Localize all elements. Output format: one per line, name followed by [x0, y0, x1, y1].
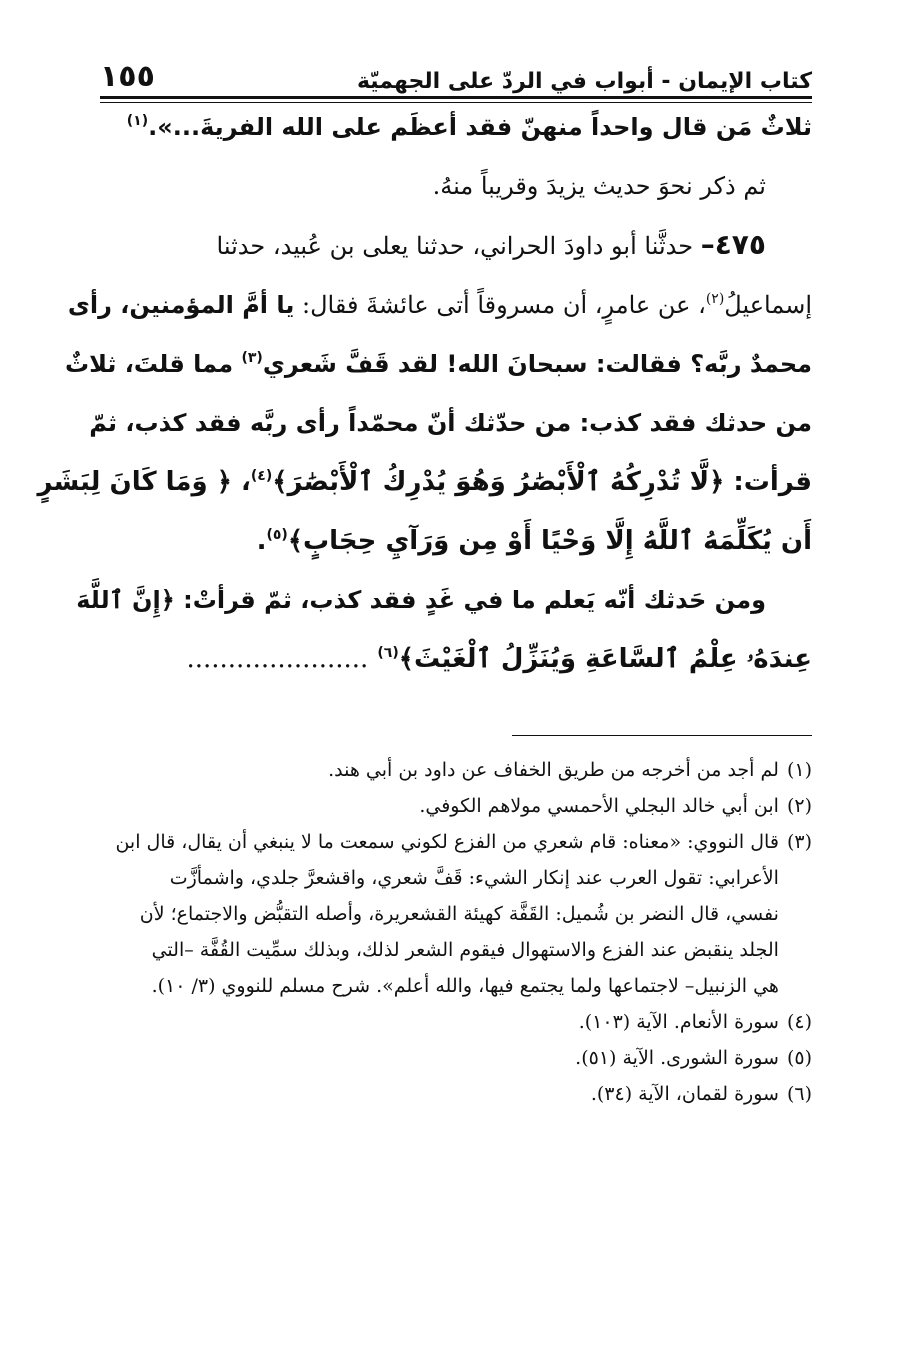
- header-rule: [100, 96, 812, 99]
- footnote-ref: (٤): [250, 468, 273, 484]
- footnote-ref: (٣): [241, 350, 263, 366]
- footnote-separator: [512, 735, 812, 736]
- text-line: [65, 349, 812, 379]
- line-text: مما قلتَ، ثلاثٌ: [65, 350, 242, 378]
- line-text: إسماعيلُ: [724, 291, 812, 319]
- footnote-ref: (١): [126, 113, 149, 129]
- line-text: .: [256, 526, 267, 556]
- running-title: كتاب الإيمان - أبواب في الردّ على الجهميّة: [356, 69, 812, 94]
- line-text: ثلاثٌ مَن قال واحداً منهنّ فقد أعظَم على الله الفريةَ...».: [148, 113, 812, 141]
- footnote-number: (١): [786, 759, 812, 781]
- line-text: قرأت: ﴿لَّا تُدْرِكُهُ ٱلْأَبْصَٰرُ وَهُوَ يُدْرِكُ ٱلْأَبْصَٰرَ﴾: [272, 467, 812, 497]
- footnote-line: لم أجد من أخرجه من طريق الخفاف عن داود بن أبي هند.: [328, 759, 779, 781]
- footnote-5: [100, 1046, 812, 1070]
- hadith-number: ٤٧٥–: [700, 228, 766, 261]
- line-text: ، ﴿ وَمَا كَانَ لِبَشَرٍ: [37, 467, 251, 497]
- ellipsis-dots: ......................: [186, 644, 369, 674]
- footnote-body: [100, 758, 779, 782]
- main-text: [37, 112, 812, 703]
- line-text: عِندَهُۥ عِلْمُ ٱلسَّاعَةِ وَيُنَزِّلُ ٱلْغَيْثَ﴾: [398, 644, 812, 674]
- quran-line: [100, 526, 812, 556]
- footnote-line: سورة الشورى. الآية (٥١).: [575, 1047, 779, 1069]
- line-text: ، عن عامرٍ، أن مسروقاً أتى عائشةَ فقال:: [294, 291, 706, 319]
- hadith-475-start: [100, 230, 812, 261]
- text-line: ومن حَدثك أنّه يَعلم ما في غَدٍ فقد كذب، ثمّ قرأتْ: ﴿إِنَّ ٱللَّهَ: [76, 586, 766, 614]
- footnote-number: (٢): [786, 795, 812, 817]
- text-line: من حدثك فقد كذب: من حدّثك أنّ محمّداً رأى ربَّه فقد كذب، ثمّ: [89, 409, 812, 437]
- footnote-3: [100, 830, 812, 998]
- quran-line: [100, 644, 812, 674]
- footnote-body: [100, 830, 779, 998]
- line-text: محمدٌ ربَّه؟ فقالت: سبحانَ الله! لقد قَفَّ شَعري: [262, 350, 812, 378]
- quran-line: [37, 467, 812, 497]
- footnote-body: [100, 1046, 779, 1070]
- footnote-line: سورة الأنعام. الآية (١٠٣).: [578, 1011, 779, 1033]
- footnote-4: [100, 1010, 812, 1034]
- footnote-body: [100, 1010, 779, 1034]
- footnote-ref: (٦): [377, 645, 399, 661]
- text-line: ثم ذكر نحوَ حديث يزيدَ وقريباً منهُ.: [432, 172, 766, 200]
- footnote-number: (٦): [786, 1083, 812, 1105]
- footnote-line: قال النووي: «معناه: قام شعري من الفزع لكوني سمعت ما لا ينبغي أن يقال، قال ابن: [115, 831, 779, 853]
- page-header: [100, 52, 812, 94]
- footnote-ref: (٢): [705, 291, 725, 307]
- footnote-body: [100, 794, 779, 818]
- page-number: ١٥٥: [100, 59, 155, 94]
- header-rule-thin: [100, 102, 812, 103]
- text-line: [67, 290, 812, 320]
- footnotes: [100, 758, 812, 1118]
- footnote-body: [100, 1082, 779, 1106]
- footnote-number: (٣): [786, 831, 812, 853]
- line-text-bold: يا أمَّ المؤمنين، رأى: [67, 291, 295, 319]
- footnote-line: هي الزنبيل– لاجتماعها ولما يجتمع فيها، والله أعلم». شرح مسلم للنووي (٣/ ١٠).: [151, 975, 779, 997]
- line-text: أَن يُكَلِّمَهُ ٱللَّهُ إِلَّا وَحْيًا أَوْ مِن وَرَآيِ حِجَابٍ﴾: [287, 526, 812, 556]
- footnote-ref: (٥): [266, 527, 288, 543]
- footnote-line: الجلد ينقبض عند الفزع والاستهوال فيقوم الشعر لذلك، وبذلك سمِّيت القُفَّة –التي: [151, 939, 779, 961]
- footnote-1: [100, 758, 812, 782]
- text-line: [100, 112, 812, 142]
- footnote-6: [100, 1082, 812, 1106]
- footnote-line: الأعرابي: تقول العرب عند إنكار الشيء: قَفَّ شعري، واقشعرَّ جلدي، واشمأزَّت: [169, 867, 779, 889]
- footnote-number: (٤): [786, 1011, 812, 1033]
- footnote-number: (٥): [786, 1047, 812, 1069]
- footnote-line: سورة لقمان، الآية (٣٤).: [590, 1083, 779, 1105]
- footnote-2: [100, 794, 812, 818]
- footnote-line: نفسي، قال النضر بن شُميل: القَفَّة كهيئة القشعريرة، وأصله التقبُّض والاجتماع؛ لأن: [139, 903, 779, 925]
- footnote-line: ابن أبي خالد البجلي الأحمسي مولاهم الكوفي.: [419, 795, 779, 817]
- line-text: حدثَّنا أبو داودَ الحراني، حدثنا يعلى بن عُبيد، حدثنا: [216, 232, 694, 260]
